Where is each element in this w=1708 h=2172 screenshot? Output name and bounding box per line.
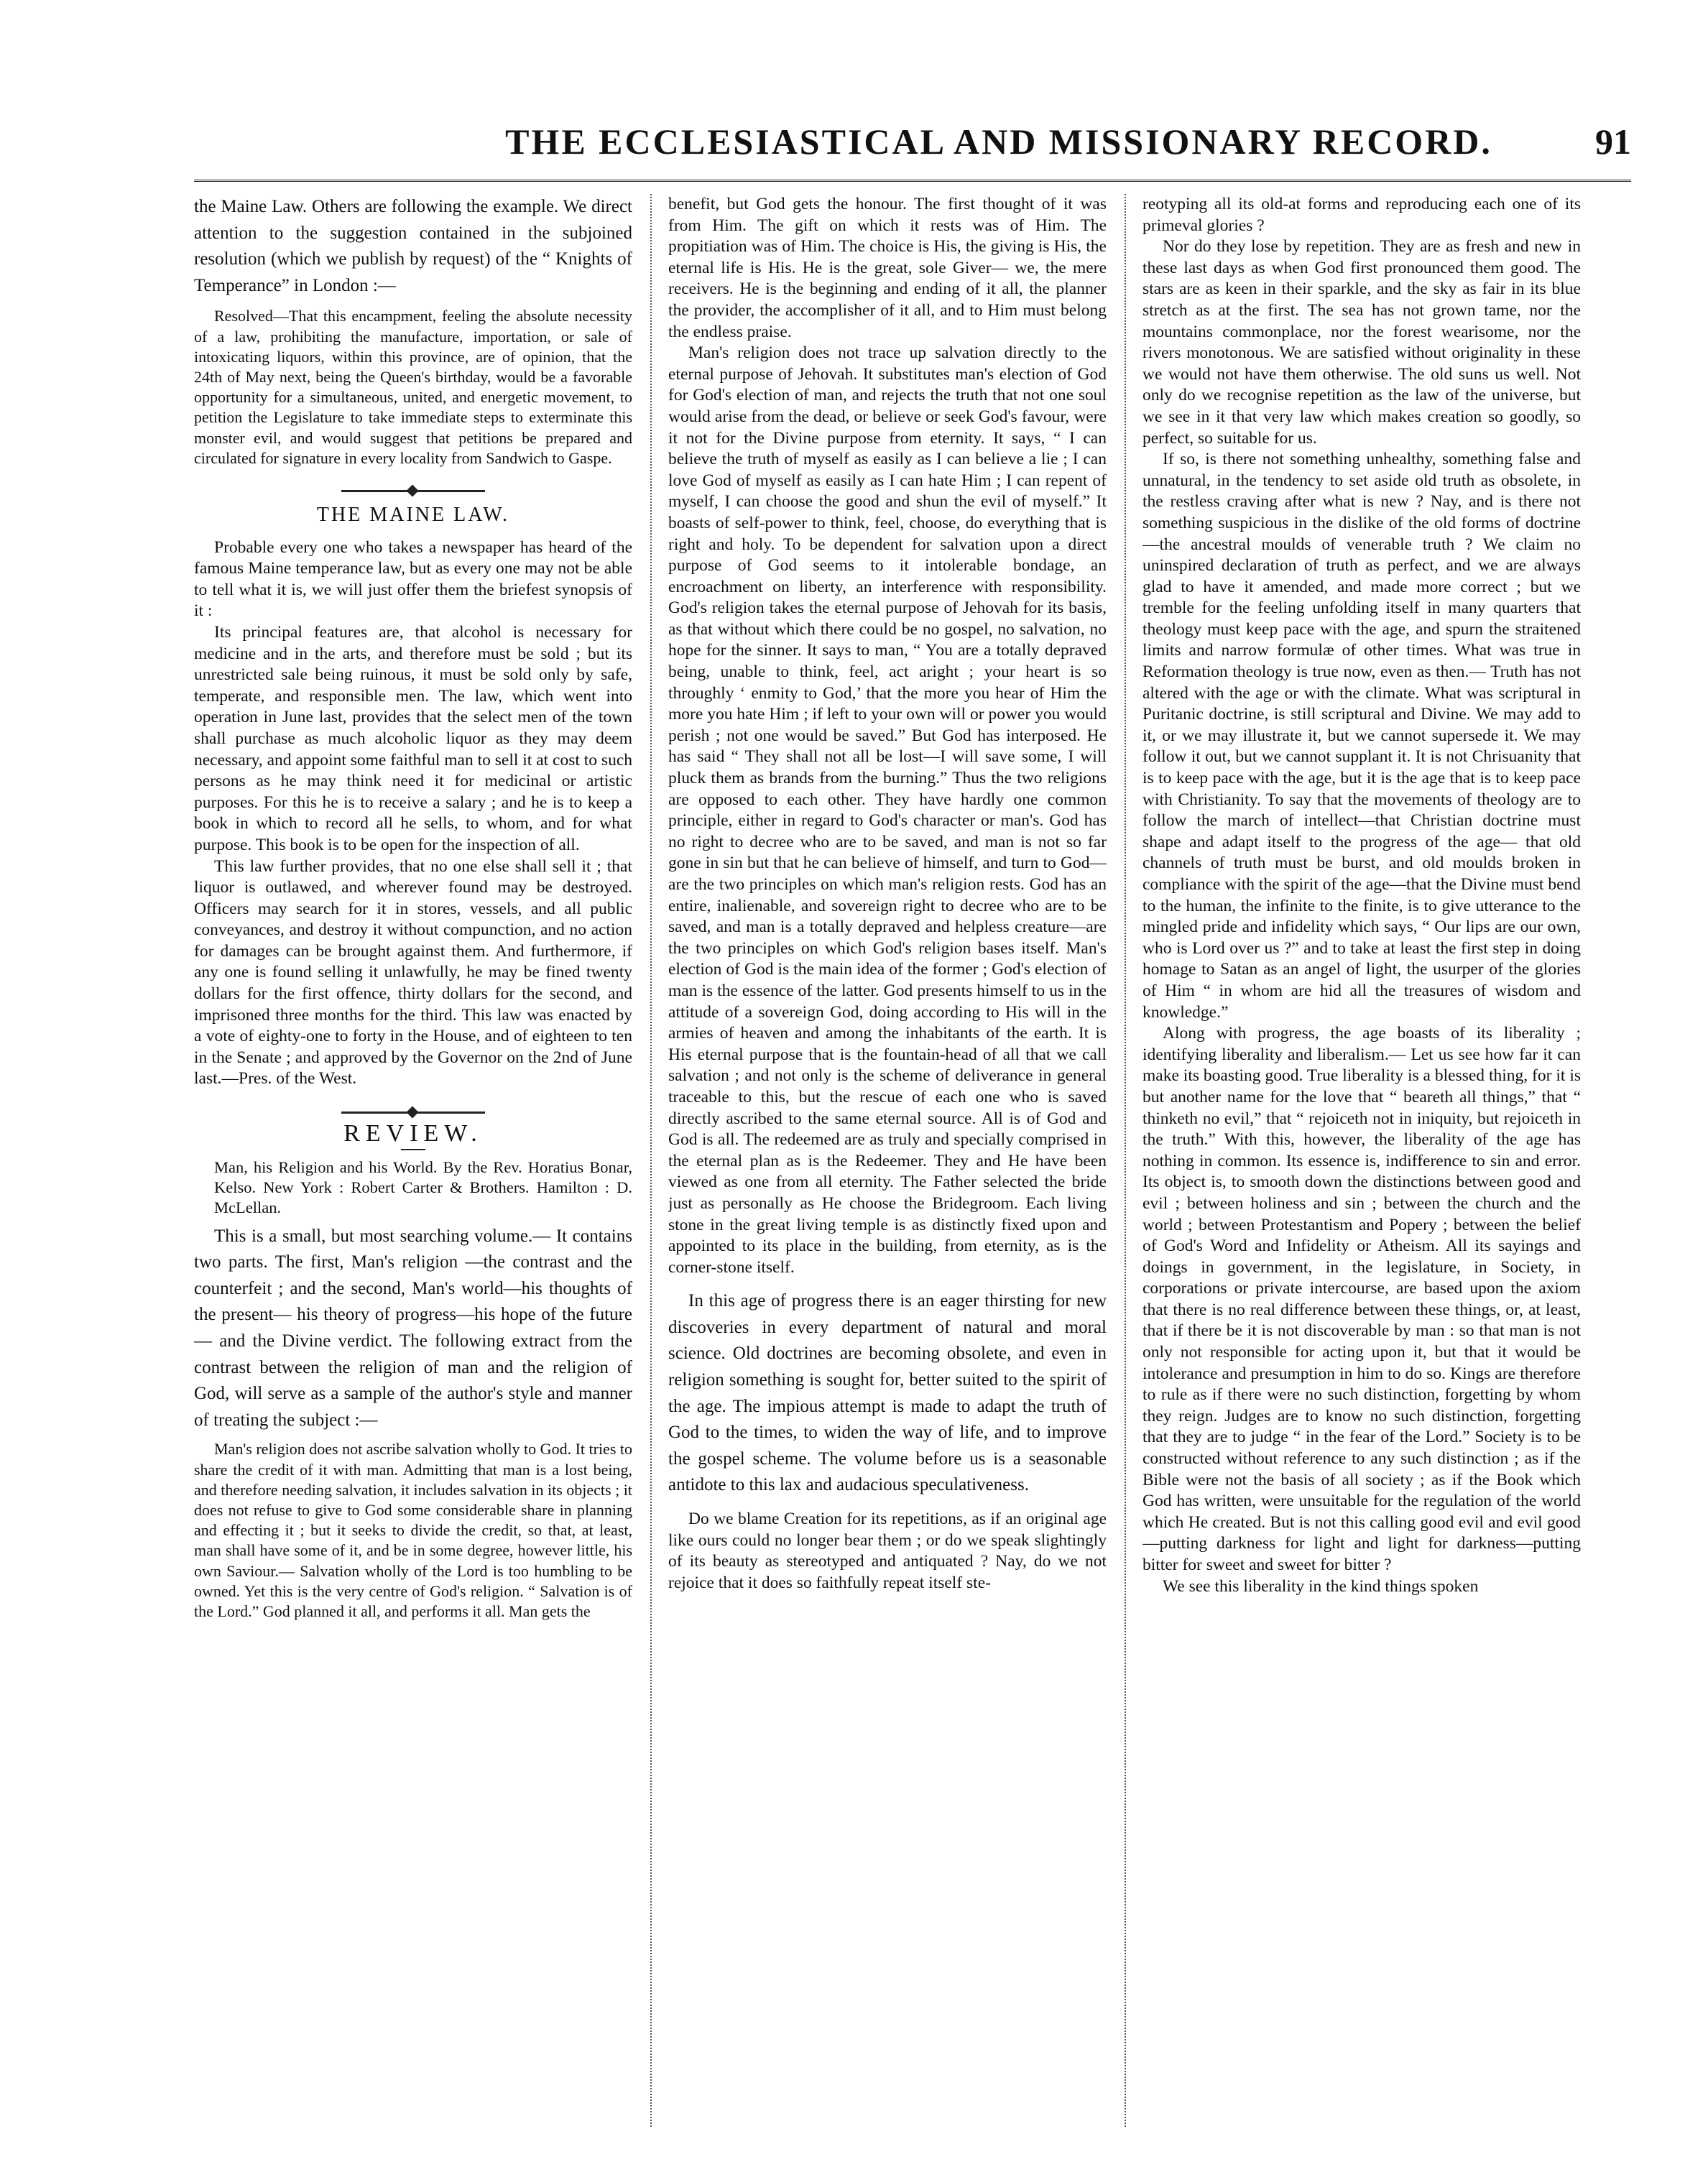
header-rule	[194, 180, 1631, 182]
paragraph: the Maine Law. Others are following the example. We direct attention to the suggestion contained in the subjoined resolution (which we publish by request) of the “ Knights of Temperance” in London :—	[194, 197, 632, 295]
review-heading: REVIEW.	[343, 1120, 483, 1147]
paragraph: reotyping all its old-at forms and reproducing each one of its primeval glories ?	[1142, 195, 1581, 235]
paragraph: Do we blame Creation for its repetitions, as if an original age like ours could no longer bear them ; or do we speak slightingly of its beauty as stereotyped and antiquated ? Nay, do we not rejoice that it does so faithfully repeat itself ste-	[668, 1510, 1107, 1592]
paragraph: benefit, but God gets the honour. The first thought of it was from Him. The gift on which it rests was of Him. The propitiation was of Him. The choice is His, the giving is His, the eternal life is His. He is the great, sole Giver— we, the mere receivers. He is the beginning and ending of it all, the planner the provider, the accomplisher of it all, and to Him must belong the endless praise.	[668, 195, 1107, 341]
section-divider	[194, 1109, 632, 1116]
paragraph: In this age of progress there is an eager thirsting for new discoveries in every department of natural and moral science. Old doctrines are becoming obsolete, and even in religion something is sought for, better suited to the spirit of the age. The impious attempt is made to adapt the truth of God to the times, to widen the way of life, and to improve the gospel scheme. The volume before us is a seasonable antidote to this lax and audacious speculativeness.	[668, 1291, 1107, 1495]
short-rule	[401, 1149, 425, 1150]
paragraph: This is a small, but most searching volume.— It contains two parts. The first, Man's religion —the contrast and the counterfeit ; and the second, Man's world—his thoughts of the present— his theory of progress—his hope of the future— and the Divine verdict. The following extract from the contrast between the religion of man and the religion of God, will serve as a sample of the author's style and manner of treating the subject :—	[194, 1226, 632, 1430]
page-header	[194, 115, 1631, 172]
extract-paragraph: Man's religion does not ascribe salvation wholly to God. It tries to share the credit of it with man. Admitting that man is a lost being, and therefore needing salvation, it includes salvation in its objects ; it does not refuse to give to God some considerable share in planning and effecting it ; but it seeks to divide the credit, so that, at least, man shall have some of it, and be in some degree, however little, his own Saviour.— Salvation wholly of the Lord is too humbling to be owned. Yet this is the very centre of God's religion. “ Salvation is of the Lord.” God planned it all, and performs it all. Man gets the	[194, 1440, 632, 1620]
paragraph: Probable every one who takes a newspaper has heard of the famous Maine temperance law, but as every one may not be able to tell what it is, we will just offer them the briefest synopsis of it :	[194, 537, 632, 621]
column-2	[668, 194, 1107, 2134]
paragraph: This law further provides, that no one else shall sell it ; that liquor is outlawed, and wherever found may be destroyed. Officers may search for it in stores, vessels, and all public conveyances, and destroy it without compunction, and no action for damages can be brought against them. And furthermore, if any one is found selling it unlawfully, he may be fined twenty dollars for the first offence, thirty dollars for the second, and imprisoned three months for the third. This law was enacted by a vote of eighty-one to forty in the House, and of eighteen to ten in the Senate ; and approved by the Governor on the 2nd of June last.—Pres. of the West.	[194, 856, 632, 1089]
column-divider	[650, 194, 652, 2127]
paragraph: Nor do they lose by repetition. They are as fresh and new in these last days as when God first pronounced them good. The stars are as keen in their sparkle, and the sky as fair in its blue stretch as at the first. The sea has not grown tame, nor the mountains commonplace, nor the forest wearisome, nor the rivers monotonous. We are satisfied without originality in these we would not have them otherwise. The old suns us well. Not only do we recognise repetition as the law of the universe, but we see in it that very law which makes creation so goodly, so perfect, so suitable for us.	[1142, 237, 1581, 448]
paragraph: If so, is there not something unhealthy, something false and unnatural, in the tendency to set aside old truth as obsolete, in the restless craving after what is new ? Nay, and is there not something suspicious in the dislike of the old forms of doctrine—the ancestral moulds of venerable truth ? We claim no uninspired declaration of truth as perfect, and we are always glad to have it amended, and made more correct ; but we tremble for the feeling unfolding itself in many quarters that theology must keep pace with the age, and spurn the straitened limits and narrow formulæ of other times. What was true in Reformation theology is true now, even as then.— Truth has not altered with the age or with the climate. What was scriptural in Puritanic doctrine, is still scriptural and Divine. We may add to it, or we may illustrate it, but we cannot supersede it. We may follow it out, but we cannot supplant it. It is not Chrisuanity that is to keep pace with the age, but it is the age that is to keep pace with Christianity. To say that the movements of theology are to follow the march of intellect—that Christian doctrine must shape and adapt itself to the progress of the age— that old channels of truth must be burst, and old moulds broken in compliance with the spirit of the age—that the Divine must bend to the human, the infinite to the finite, is to give utterance to the mingled pride and infidelity which says, “ Our lips are our own, who is Lord over us ?” and to take at least the first step in doing homage to Satan as an angel of light, the usurper of the glories of Him “ in whom are hid all the treasures of wisdom and knowledge.”	[1142, 450, 1581, 1022]
page-number: 91	[1595, 121, 1631, 162]
resolution-paragraph: Resolved—That this encampment, feeling the absolute necessity of a law, prohibiting the manufacture, importation, or sale of intoxicating liquors, within this province, are of opinion, that the 24th of May next, being the Queen's birthday, would be a favorable opportunity for a simultaneous, united, and energetic movement, to petition the Legislature to take immediate steps to exterminate this monster evil, and would suggest that petitions be prepared and circulated for signature in every locality from Sandwich to Gaspe.	[194, 307, 632, 467]
column-3	[1142, 194, 1581, 2134]
review-citation: Man, his Religion and his World. By the Rev. Horatius Bonar, Kelso. New York : Robert Carter & Brothers. Hamilton : D. McLellan.	[214, 1157, 632, 1216]
running-head: THE ECCLESIASTICAL AND MISSIONARY RECORD.	[505, 121, 1492, 162]
paragraph: Man's religion does not trace up salvation directly to the eternal purpose of Jehovah. It substitutes man's election of God for God's election of man, and rejects the truth that not one soul would arise from the dead, or believe or seek God's favour, were it not for the Divine purpose from eternity. It says, “ I can believe the truth of myself as easily as I can believe a lie ; I can love God of myself as easily as I can hate Him ; I can repent of myself, I can choose the good and shun the evil of myself.” It boasts of self-power to think, feel, choose, do everything that is right and holy. To be dependent for salvation upon a direct purpose of God seems to it intolerable bondage, an encroachment on liberty, an interference with responsibility. God's religion takes the eternal purpose of Jehovah for its basis, as that without which there could be no gospel, no salvation, no hope for the sinner. It says to man, “ You are a totally depraved being, unable to think, feel, act aright ; your heart is so throughly ‘ enmity to God,’ that the more you hear of Him the more you hate Him ; if left to your own will or power you would perish ; not one would be saved.” But God has interposed. He has said “ They shall not all be lost—I will save some, I will pluck them as brands from the burning.” Thus the two religions are opposed to each other. They have hardly one common principle, either in regard to God's character or man's. God has no right to decree who are to be saved, and man is not so far gone in sin but that he can believe of himself, and turn to God—are the two principles on which man's religion rests. God has an entire, inalienable, and sovereign right to decree who are to be saved, and man is a totally depraved and helpless creature—are the two principles on which God's religion bases itself. Man's election of God is the main idea of the former ; God's election of man is the essence of the latter. God presents himself to us in the attitude of a sovereign God, doing according to His will in the armies of heaven and among the inhabitants of the earth. It is His eternal purpose that is the fountain-head of all that we call salvation ; and not only is the scheme of deliverance in general traceable to this, but the rescue of each one who is saved directly ascribed to the same eternal source. All is of God and God is all. The redeemed are as truly and specially comprised in the eternal plan as is the Redeemer. They and He have been viewed as one from all eternity. The Father selected the bride just as personally as He choose the Bridegroom. Each living stone in the great living temple is as distinctly fixed upon and appointed to its place in the building, from eternity, as is the corner-stone itself.	[668, 343, 1107, 1277]
maine-law-heading: THE MAINE LAW.	[316, 504, 510, 526]
section-divider	[194, 487, 632, 494]
paragraph: Its principal features are, that alcohol is necessary for medicine and in the arts, and therefore must be sold ; but its unrestricted sale being ruinous, it must be sold only by safe, temperate, and responsible men. The law, which went into operation in June last, provides that the select men of the town shall purchase as much alcoholic liquor as they may deem necessary, and appoint some faithful man to sell it at cost to such persons as he may think need it for medicinal or artistic purposes. For this he is to receive a salary ; and he is to keep a book in which to record all he sells, to whom, and for what purpose. This book is to be open for the inspection of all.	[194, 622, 632, 854]
column-1	[194, 194, 632, 2134]
paragraph: Along with progress, the age boasts of its liberality ; identifying liberality and liberalism.— Let us see how far it can make its boasting good. True liberality is a blessed thing, for it is but another name for the love that “ beareth all things,” that “ thinketh no evil,” that “ rejoiceth not in iniquity, but rejoiceth in the truth.” With this, however, the liberality of the age has nothing in common. Its essence is, indifference to sin and error. Its object is, to smooth down the distinctions between good and evil ; between holiness and sin ; between the church and the world ; between Protestantism and Popery ; between the belief of God's Word and Infidelity or Atheism. All its sayings and doings in government, in the legislature, in Society, in corporations or private intercourse, are based upon the axiom that there is no real difference between these things, or, at least, that if there be it is not discoverable by man : so that man is not only not responsible for acting upon it, but that it would be intolerance and presumption in him to do so. Kings are therefore to rule as if there were no such distinction, forgetting by whom they reign. Judges are to know no such distinction, forgetting that they are to judge “ in the fear of the Lord.” Society is to be constructed without reference to any such distinction ; as if the Bible were not the basis of all society ; as if the Book which God has written, were unsuitable for the regulation of the world which He created. But is not this calling good evil and evil good—putting darkness for light and light for darkness—putting bitter for sweet and sweet for bitter ?	[1142, 1024, 1581, 1574]
column-divider	[1125, 194, 1126, 2127]
paragraph: We see this liberality in the kind things spoken	[1163, 1576, 1479, 1596]
